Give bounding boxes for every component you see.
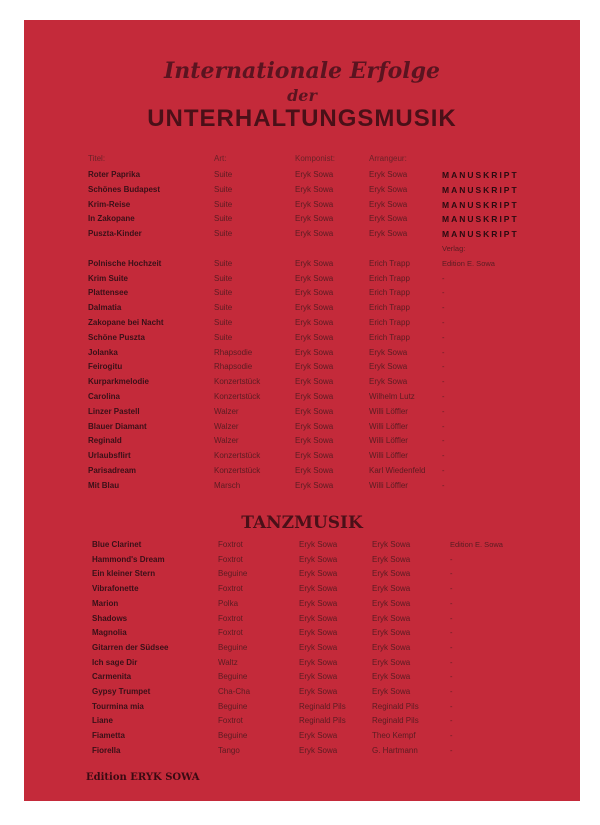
column-title: Titel: <box>88 154 106 163</box>
entry-title: Hammond's Dream <box>92 554 165 564</box>
entry-publisher: - <box>442 288 445 298</box>
entry-arranger: Eryk Sowa <box>369 199 408 209</box>
entry-composer: Eryk Sowa <box>295 421 334 431</box>
entry-type: Beguine <box>218 672 248 682</box>
list-item <box>24 628 580 642</box>
entry-arranger: Eryk Sowa <box>372 642 411 652</box>
entry-composer: Eryk Sowa <box>295 332 334 342</box>
entry-composer: Eryk Sowa <box>295 170 334 179</box>
entry-publisher: - <box>450 745 453 755</box>
entry-arranger: Eryk Sowa <box>369 170 408 179</box>
entry-title: Carmenita <box>92 672 132 682</box>
header-der: der <box>287 86 317 105</box>
entry-title: Kurparkmelodie <box>88 377 149 387</box>
entry-publisher: - <box>442 377 445 387</box>
list-item <box>24 333 580 347</box>
entry-title: Vibrafonette <box>92 584 139 594</box>
entry-composer: Eryk Sowa <box>299 569 338 579</box>
entry-type: Konzertstück <box>214 392 261 401</box>
list-item <box>24 362 580 376</box>
entry-arranger: Eryk Sowa <box>372 613 411 623</box>
entry-publisher: - <box>450 613 453 623</box>
entry-publisher: - <box>450 628 453 638</box>
list-item <box>24 687 580 701</box>
entry-type: Marsch <box>214 480 241 490</box>
list-item <box>24 200 580 214</box>
entry-composer: Eryk Sowa <box>295 406 334 416</box>
entry-title: Schönes Budapest <box>88 184 161 194</box>
entry-arranger: Eryk Sowa <box>369 347 408 357</box>
footer-publisher: Edition ERYK SOWA <box>86 772 200 783</box>
entry-composer: Eryk Sowa <box>295 184 334 194</box>
entry-publisher: MANUSKRIPT <box>442 184 519 195</box>
entry-title: Ich sage Dir <box>92 657 138 667</box>
entry-composer: Eryk Sowa <box>299 584 338 594</box>
entry-arranger: Eryk Sowa <box>372 687 411 696</box>
entry-type: Konzertstück <box>214 466 261 475</box>
entry-arranger: Eryk Sowa <box>372 657 411 667</box>
entry-arranger: Willi Löffler <box>369 451 408 461</box>
entry-publisher: - <box>442 421 445 431</box>
entry-composer: Eryk Sowa <box>299 687 338 696</box>
entry-composer: Reginald Pils <box>299 701 346 711</box>
entry-publisher: - <box>450 716 453 726</box>
entry-composer: Eryk Sowa <box>295 199 334 209</box>
list-item <box>24 348 580 362</box>
entry-composer: Eryk Sowa <box>299 598 338 608</box>
entry-type: Walzer <box>214 406 239 416</box>
list-item <box>24 392 580 406</box>
entry-title: Feirogitu <box>88 362 123 372</box>
entry-arranger: Eryk Sowa <box>372 540 411 549</box>
entry-arranger: Willi Löffler <box>369 436 408 446</box>
entry-arranger: Willi Löffler <box>369 480 408 490</box>
entry-publisher: - <box>450 672 453 682</box>
list-item <box>24 672 580 686</box>
entry-composer: Eryk Sowa <box>295 318 334 327</box>
entry-type: Beguine <box>218 569 248 579</box>
entry-arranger: Reginald Pils <box>372 716 419 726</box>
list-item <box>24 599 580 613</box>
entry-title: Linzer Pastell <box>88 406 140 416</box>
entry-title: Ein kleiner Stern <box>92 569 156 579</box>
list-item <box>24 303 580 317</box>
entry-publisher: - <box>442 451 445 461</box>
list-item <box>24 584 580 598</box>
entry-arranger: Erich Trapp <box>369 273 410 283</box>
entry-type: Walzer <box>214 421 239 431</box>
entry-arranger: Erich Trapp <box>369 288 410 298</box>
entry-arranger: Eryk Sowa <box>372 672 411 682</box>
entry-type: Suite <box>214 303 233 313</box>
entry-title: Krim Suite <box>88 273 129 283</box>
entry-type: Suite <box>214 214 233 224</box>
section-heading-tanzmusik: TANZMUSIK <box>241 513 363 533</box>
list-item <box>24 569 580 583</box>
entry-title: Shadows <box>92 613 128 623</box>
entry-composer: Eryk Sowa <box>299 554 338 564</box>
list-item <box>24 481 580 495</box>
list-item <box>24 259 580 273</box>
entry-publisher: - <box>450 731 453 741</box>
entry-publisher: - <box>450 642 453 652</box>
entry-composer: Eryk Sowa <box>295 480 334 490</box>
entry-arranger: Erich Trapp <box>369 332 410 342</box>
entry-composer: Eryk Sowa <box>295 466 334 475</box>
entry-composer: Eryk Sowa <box>295 229 334 239</box>
column-art: Art: <box>214 154 227 163</box>
entry-arranger: Erich Trapp <box>369 318 410 327</box>
entry-publisher: Verlag: <box>442 244 466 253</box>
entry-type: Foxtrot <box>218 540 243 549</box>
entry-arranger: Willi Löffler <box>369 421 408 431</box>
entry-publisher: - <box>442 406 445 416</box>
list-item <box>24 716 580 730</box>
entry-title: Magnolia <box>92 628 127 638</box>
entry-title: Blauer Diamant <box>88 421 147 431</box>
list-item <box>24 658 580 672</box>
entry-arranger: Reginald Pils <box>372 701 419 711</box>
list-item <box>24 422 580 436</box>
entry-arranger: Theo Kempf <box>372 731 416 741</box>
entry-arranger: Eryk Sowa <box>369 362 408 372</box>
entry-type: Suite <box>214 184 233 194</box>
sheet-cover <box>24 20 580 801</box>
entry-composer: Eryk Sowa <box>299 628 338 638</box>
entry-title: Gypsy Trumpet <box>92 687 151 696</box>
list-item <box>24 318 580 332</box>
entry-type: Konzertstück <box>214 451 261 461</box>
entry-publisher: - <box>442 362 445 372</box>
entry-composer: Eryk Sowa <box>295 303 334 313</box>
entry-composer: Eryk Sowa <box>295 273 334 283</box>
list-item <box>24 451 580 465</box>
column-arrangeur: Arrangeur: <box>369 154 407 163</box>
entry-type: Foxtrot <box>218 554 243 564</box>
entry-type: Suite <box>214 258 233 268</box>
entry-publisher: - <box>442 466 445 475</box>
entry-arranger: Eryk Sowa <box>369 214 408 224</box>
entry-arranger: Eryk Sowa <box>372 628 411 638</box>
header-title: Internationale Erfolge <box>164 58 440 84</box>
entry-type: Foxtrot <box>218 613 243 623</box>
entry-publisher: - <box>450 598 453 608</box>
list-item <box>24 244 580 258</box>
entry-type: Foxtrot <box>218 584 243 594</box>
entry-publisher: MANUSKRIPT <box>442 214 519 225</box>
entry-publisher: - <box>442 347 445 357</box>
entry-type: Walzer <box>214 436 239 446</box>
entry-arranger: G. Hartmann <box>372 745 418 755</box>
entry-title: Carolina <box>88 392 121 401</box>
entry-arranger: Erich Trapp <box>369 303 410 313</box>
entry-type: Waltz <box>218 657 238 667</box>
entry-title: Roter Paprika <box>88 170 141 179</box>
entry-type: Suite <box>214 229 233 239</box>
entry-publisher: - <box>450 584 453 594</box>
entry-arranger: Eryk Sowa <box>372 569 411 579</box>
entry-type: Polka <box>218 598 239 608</box>
entry-type: Foxtrot <box>218 628 243 638</box>
list-item <box>24 288 580 302</box>
entry-publisher: - <box>442 318 445 327</box>
entry-composer: Eryk Sowa <box>295 288 334 298</box>
entry-publisher: MANUSKRIPT <box>442 229 519 240</box>
entry-title: Gitarren der Südsee <box>92 642 169 652</box>
entry-arranger: Eryk Sowa <box>372 584 411 594</box>
entry-title: Dalmatia <box>88 303 122 313</box>
entry-title: Fiametta <box>92 731 125 741</box>
entry-title: Marion <box>92 598 119 608</box>
entry-composer: Eryk Sowa <box>299 731 338 741</box>
entry-composer: Eryk Sowa <box>299 672 338 682</box>
list-item <box>24 540 580 554</box>
entry-composer: Eryk Sowa <box>295 436 334 446</box>
header-subtitle: UNTERHALTUNGSMUSIK <box>147 105 457 132</box>
entry-title: Schöne Puszta <box>88 332 145 342</box>
entry-type: Suite <box>214 170 233 179</box>
entry-title: Blue Clarinet <box>92 540 142 549</box>
list-item <box>24 185 580 199</box>
list-item <box>24 466 580 480</box>
entry-composer: Eryk Sowa <box>295 258 334 268</box>
list-item <box>24 614 580 628</box>
entry-title: Plattensee <box>88 288 129 298</box>
entry-arranger: Eryk Sowa <box>369 229 408 239</box>
entry-publisher: - <box>450 687 453 696</box>
entry-title: Tourmina mia <box>92 701 144 711</box>
entry-title: Fiorella <box>92 745 121 755</box>
entry-composer: Eryk Sowa <box>295 347 334 357</box>
list-item <box>24 170 580 184</box>
entry-composer: Eryk Sowa <box>295 377 334 387</box>
entry-composer: Eryk Sowa <box>299 745 338 755</box>
entry-type: Foxtrot <box>218 716 243 726</box>
entry-title: Zakopane bei Nacht <box>88 318 164 327</box>
entry-publisher: - <box>442 480 445 490</box>
list-item <box>24 555 580 569</box>
entry-composer: Eryk Sowa <box>299 657 338 667</box>
entry-arranger: Wilhelm Lutz <box>369 392 415 401</box>
entry-type: Suite <box>214 332 233 342</box>
entry-title: Urlaubsflirt <box>88 451 131 461</box>
entry-publisher: Edition E. Sowa <box>442 258 495 268</box>
entry-publisher: - <box>450 701 453 711</box>
list-item <box>24 702 580 716</box>
list-item <box>24 436 580 450</box>
entry-arranger: Karl Wiedenfeld <box>369 466 426 475</box>
entry-type: Konzertstück <box>214 377 261 387</box>
entry-title: Parisadream <box>88 466 137 475</box>
entry-title: Reginald <box>88 436 122 446</box>
entry-composer: Eryk Sowa <box>295 451 334 461</box>
entry-title: Liane <box>92 716 113 726</box>
list-item <box>24 746 580 760</box>
entry-type: Beguine <box>218 731 248 741</box>
entry-type: Cha-Cha <box>218 687 251 696</box>
entry-publisher: MANUSKRIPT <box>442 170 519 180</box>
entry-composer: Eryk Sowa <box>299 642 338 652</box>
entry-type: Suite <box>214 199 233 209</box>
list-item <box>24 643 580 657</box>
entry-publisher: - <box>442 332 445 342</box>
entry-title: Puszta-Kinder <box>88 229 142 239</box>
entry-composer: Eryk Sowa <box>295 392 334 401</box>
entry-type: Beguine <box>218 642 248 652</box>
entry-type: Suite <box>214 273 233 283</box>
entry-arranger: Eryk Sowa <box>369 184 408 194</box>
entry-composer: Eryk Sowa <box>295 362 334 372</box>
entry-type: Tango <box>218 745 240 755</box>
column-komponist: Komponist: <box>295 154 336 163</box>
entry-title: Polnische Hochzeit <box>88 258 162 268</box>
list-item <box>24 214 580 228</box>
entry-type: Beguine <box>218 701 248 711</box>
entry-publisher: - <box>442 392 445 401</box>
entry-title: Mit Blau <box>88 480 120 490</box>
entry-title: In Zakopane <box>88 214 135 224</box>
entry-type: Rhapsodie <box>214 347 253 357</box>
list-item <box>24 731 580 745</box>
entry-type: Suite <box>214 288 233 298</box>
entry-publisher: - <box>450 569 453 579</box>
entry-title: Krim-Reise <box>88 199 131 209</box>
entry-title: Jolanka <box>88 347 118 357</box>
entry-composer: Reginald Pils <box>299 716 346 726</box>
list-item <box>24 407 580 421</box>
entry-publisher: Edition E. Sowa <box>450 540 503 549</box>
entry-type: Suite <box>214 318 233 327</box>
entry-composer: Eryk Sowa <box>299 613 338 623</box>
entry-type: Rhapsodie <box>214 362 253 372</box>
entry-publisher: - <box>442 273 445 283</box>
entry-publisher: MANUSKRIPT <box>442 199 519 210</box>
entry-arranger: Eryk Sowa <box>369 377 408 387</box>
entry-composer: Eryk Sowa <box>299 540 338 549</box>
entry-publisher: - <box>442 436 445 446</box>
entry-publisher: - <box>450 657 453 667</box>
entry-arranger: Erich Trapp <box>369 258 410 268</box>
list-item <box>24 274 580 288</box>
list-item <box>24 377 580 391</box>
entry-arranger: Eryk Sowa <box>372 598 411 608</box>
entry-arranger: Willi Löffler <box>369 406 408 416</box>
entry-publisher: - <box>442 303 445 313</box>
list-item <box>24 229 580 243</box>
entry-publisher: - <box>450 554 453 564</box>
entry-composer: Eryk Sowa <box>295 214 334 224</box>
entry-arranger: Eryk Sowa <box>372 554 411 564</box>
